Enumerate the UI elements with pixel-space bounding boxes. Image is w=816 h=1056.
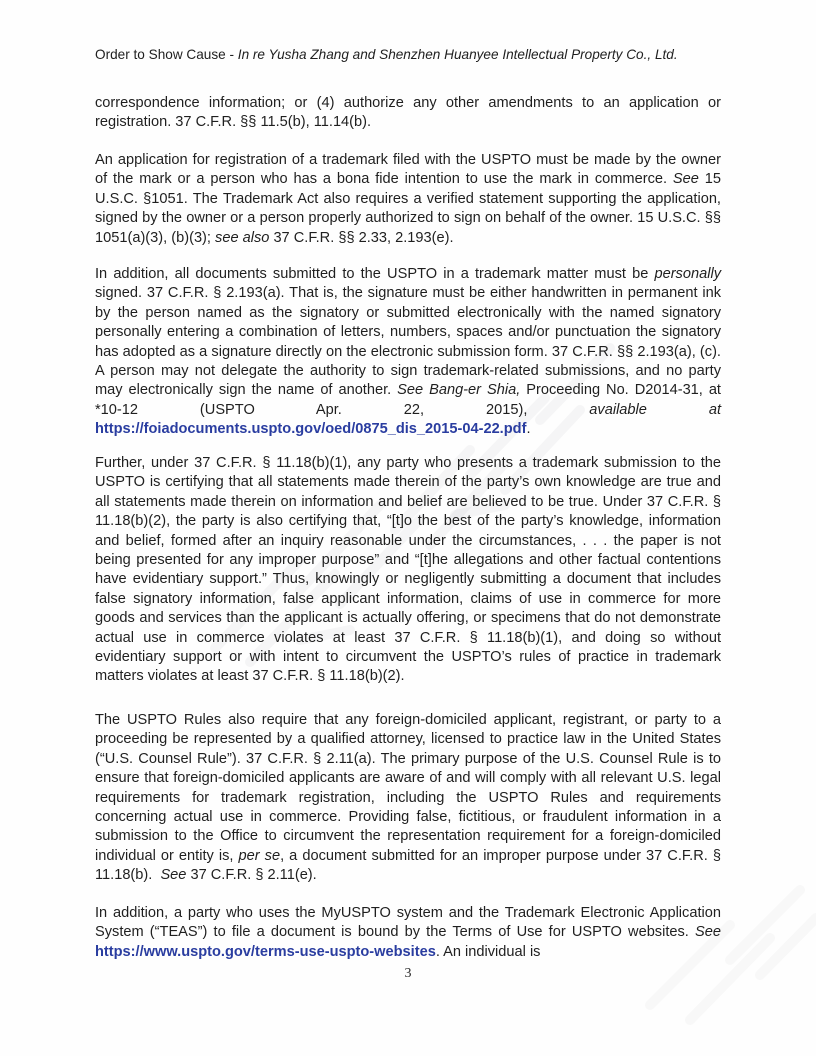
body-text: An application for registration of a trademark filed with the USPTO must be made by the owner of the mark or a person who has a bona fide intention to use the mark in commerce. [95,152,721,188]
body-text: 15 U.S.C. §1051. The Trademark Act also requires a verified statement supporting the application, signed by the owner or a person properly authorized to sign on behalf of the owner. 15 U.S.C. §§ 1051(a)(3), (b)(3); [95,171,721,246]
body-text: . An individual is [435,943,541,960]
body-text: correspondence information; or (4) authorize any other amendments to an application or registration. 37 C.F.R. §§ 11.5(b), 11.14(b). [95,95,721,131]
italic-text: available at [589,401,721,418]
body-text: . [526,421,531,438]
body-text: , a document submitted for an improper purpose under 37 C.F.R. § 11.18(b). [95,847,721,884]
header-prefix: Order to Show Cause - [95,47,238,62]
paragraph [95,454,721,687]
hyperlink[interactable]: https://www.uspto.gov/terms-use-uspto-websites [95,943,436,960]
body-text: In addition, all documents submitted to the USPTO in a trademark matter must be [95,266,655,282]
body-text: 37 C.F.R. § 2.11(e). [186,867,317,884]
hyperlink[interactable]: https://foiadocuments.uspto.gov/oed/0875_dis_2015-04-22.pdf [95,421,527,438]
italic-text: See [695,924,721,941]
header-case-title: In re Yusha Zhang and Shenzhen Huanyee Intellectual Property Co., Ltd. [237,47,678,62]
paragraph [95,711,721,886]
italic-text: per se [238,847,281,864]
body-text: The USPTO Rules also require that any foreign-domiciled applicant, registrant, or party to a proceeding be represented by a qualified attorney, licensed to practice law in the United States (“U.S. Counsel Rule”). 37 C.F.R. § 2.11(a). The primary purpose of the U.S. Counsel Rule is to ensure that foreign-domiciled applicants are aware of and will comply with all relevant U.S. legal requirements for trademark registration, including the USPTO Rules and requirements concerning actual use in commerce. Providing false, fictitious, or fraudulent information in a submission to the Office to circumvent the representation requirement for a foreign-domiciled individual or entity is, [95,712,721,864]
italic-text: See Bang-er Shia, [397,382,521,399]
italic-text: personally [654,266,721,282]
paragraph [95,904,721,962]
body-text: signed. 37 C.F.R. § 2.193(a). That is, the signature must be either handwritten in permanent ink by the person named as the signatory or submitted electronically with the named signatory personally entering a combination of letters, numbers, spaces and/or punctuation the signatory has adopted as a signature directly on the electronic submission form. 37 C.F.R. §§ 2.193(a), (c). A person may not delegate the authority to sign trademark-related submissions, and no party may electronically sign the name of another. [95,285,721,399]
italic-text: See [160,867,187,884]
italic-text: see also [215,229,270,246]
paragraph [95,94,721,133]
italic-text: See [672,171,699,188]
body-text: Proceeding No. D2014-31, at *10-12 (USPTO Apr. 22, 2015), [95,382,721,418]
body-text: Further, under 37 C.F.R. § 11.18(b)(1), any party who presents a trademark submission to the USPTO is certifying that all statements made therein of the party’s own knowledge are true and all statements made therein on information and belief are believed to be true. Under 37 C.F.R. § 11.18(b)(2), the party is also certifying that, “[t]o the best of the party’s knowledge, information and belief, formed after an inquiry reasonable under the circumstances, . . . the paper is not being presented for any improper purpose” and “[t]he allegations and other factual contentions have evidentiary support.” Thus, knowingly or negligently submitting a document that includes false signatory information, false applicant information, claims of use in commerce for more goods and services than the applicant is actually offering, or specimens that do not demonstrate actual use in commerce violates at least 37 C.F.R. § 11.18(b)(1), and doing so without evidentiary support or with intent to circumvent the USPTO’s rules of practice in trademark matters violates at least 37 C.F.R. § 11.18(b)(2). [95,455,721,685]
body-text: 37 C.F.R. §§ 2.33, 2.193(e). [269,229,454,246]
body-text: In addition, a party who uses the MyUSPTO system and the Trademark Electronic Application System (“TEAS”) to file a document is bound by the Terms of Use for USPTO websites. [95,905,721,941]
page-number: 3 [404,966,412,981]
paragraph [95,265,721,440]
paragraph [95,151,721,248]
page-header [95,46,725,64]
